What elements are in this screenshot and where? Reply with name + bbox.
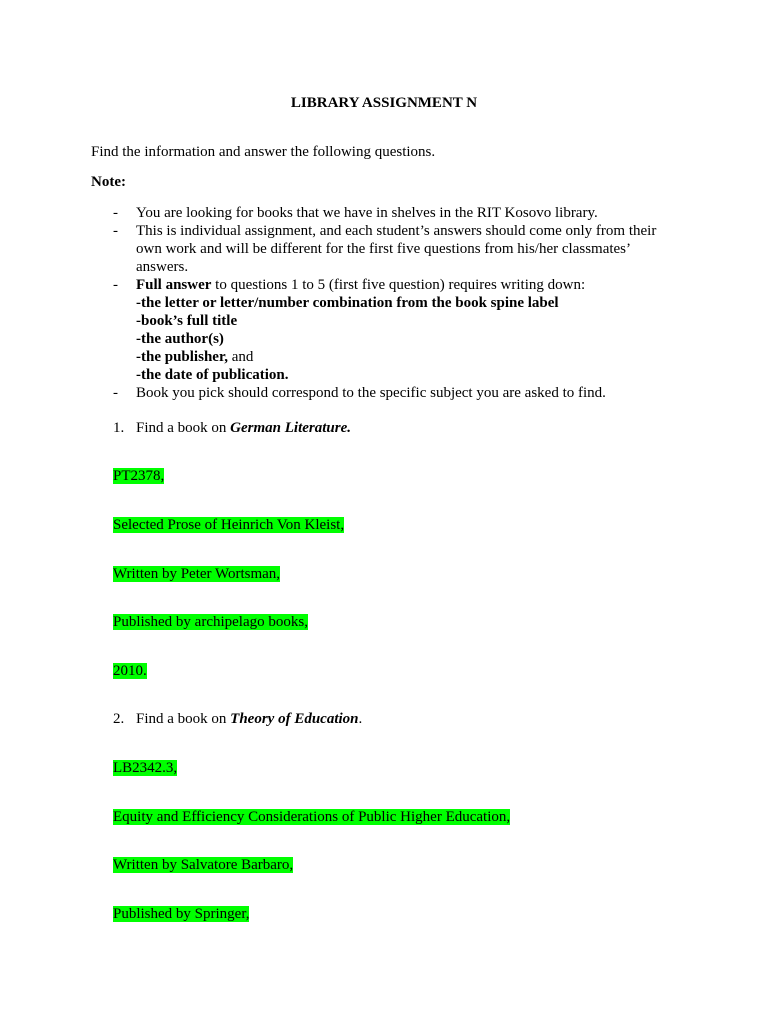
answer-date: [113, 662, 147, 680]
note-bullet-4: Book you pick should correspond to the specific subject you are asked to find.: [136, 385, 606, 401]
highlighted-text: Equity and Efficiency Considerations of Public Higher Education,: [113, 809, 511, 825]
page-title: LIBRARY ASSIGNMENT N: [290, 95, 478, 111]
question-subject: German Literature.: [230, 420, 352, 436]
answer-call-number: [113, 467, 164, 485]
question-prefix: Find a book on: [136, 420, 231, 436]
requirement-title: -book’s full title: [136, 313, 238, 329]
question-text: [136, 419, 351, 437]
answer-publisher: [113, 613, 308, 631]
note-bullet-3: [136, 276, 585, 294]
note-bullet-2-line-2: own work and will be different for the first five questions from his/her classmates’: [136, 241, 632, 257]
requirement-author: -the author(s): [136, 331, 224, 347]
note-bullet-1: You are looking for books that we have in shelves in the RIT Kosovo library.: [136, 205, 598, 221]
requirement-publisher: [136, 348, 253, 366]
intro-text: Find the information and answer the following questions.: [91, 144, 436, 160]
highlighted-text: Published by archipelago books,: [113, 614, 308, 630]
highlighted-text: LB2342.3,: [113, 760, 178, 776]
full-answer-label: Full answer: [136, 277, 212, 293]
question-number: 2.: [113, 711, 125, 727]
answer-title: [113, 516, 344, 534]
highlighted-text: PT2378,: [113, 468, 165, 484]
question-text: [136, 710, 362, 728]
bullet-dash: -: [113, 205, 118, 221]
requirement-spine-label: -the letter or letter/number combination from the book spine label: [136, 295, 559, 311]
bullet-dash: -: [113, 277, 118, 293]
note-bullet-2-line-3: answers.: [136, 259, 189, 275]
answer-publisher: [113, 905, 249, 923]
answer-author: [113, 856, 293, 874]
note-bullet-2-line-1: This is individual assignment, and each student’s answers should come only from their: [136, 223, 657, 239]
question-suffix: .: [358, 711, 363, 727]
answer-author: [113, 565, 280, 583]
highlighted-text: Written by Salvatore Barbaro,: [113, 857, 294, 873]
highlighted-text: Selected Prose of Heinrich Von Kleist,: [113, 517, 345, 533]
bullet-dash: -: [113, 223, 118, 239]
question-prefix: Find a book on: [136, 711, 231, 727]
note-label: Note:: [91, 174, 126, 190]
requirement-date: -the date of publication.: [136, 367, 289, 383]
full-answer-text: to questions 1 to 5 (first five question) requires writing down:: [211, 277, 586, 293]
highlighted-text: 2010.: [113, 663, 147, 679]
publisher-label: -the publisher,: [136, 349, 228, 365]
answer-title: [113, 808, 510, 826]
bullet-dash: -: [113, 385, 118, 401]
publisher-and: and: [227, 349, 254, 365]
question-number: 1.: [113, 420, 125, 436]
highlighted-text: Written by Peter Wortsman,: [113, 566, 281, 582]
answer-call-number: [113, 759, 177, 777]
highlighted-text: Published by Springer,: [113, 906, 250, 922]
question-subject: Theory of Education: [230, 711, 359, 727]
